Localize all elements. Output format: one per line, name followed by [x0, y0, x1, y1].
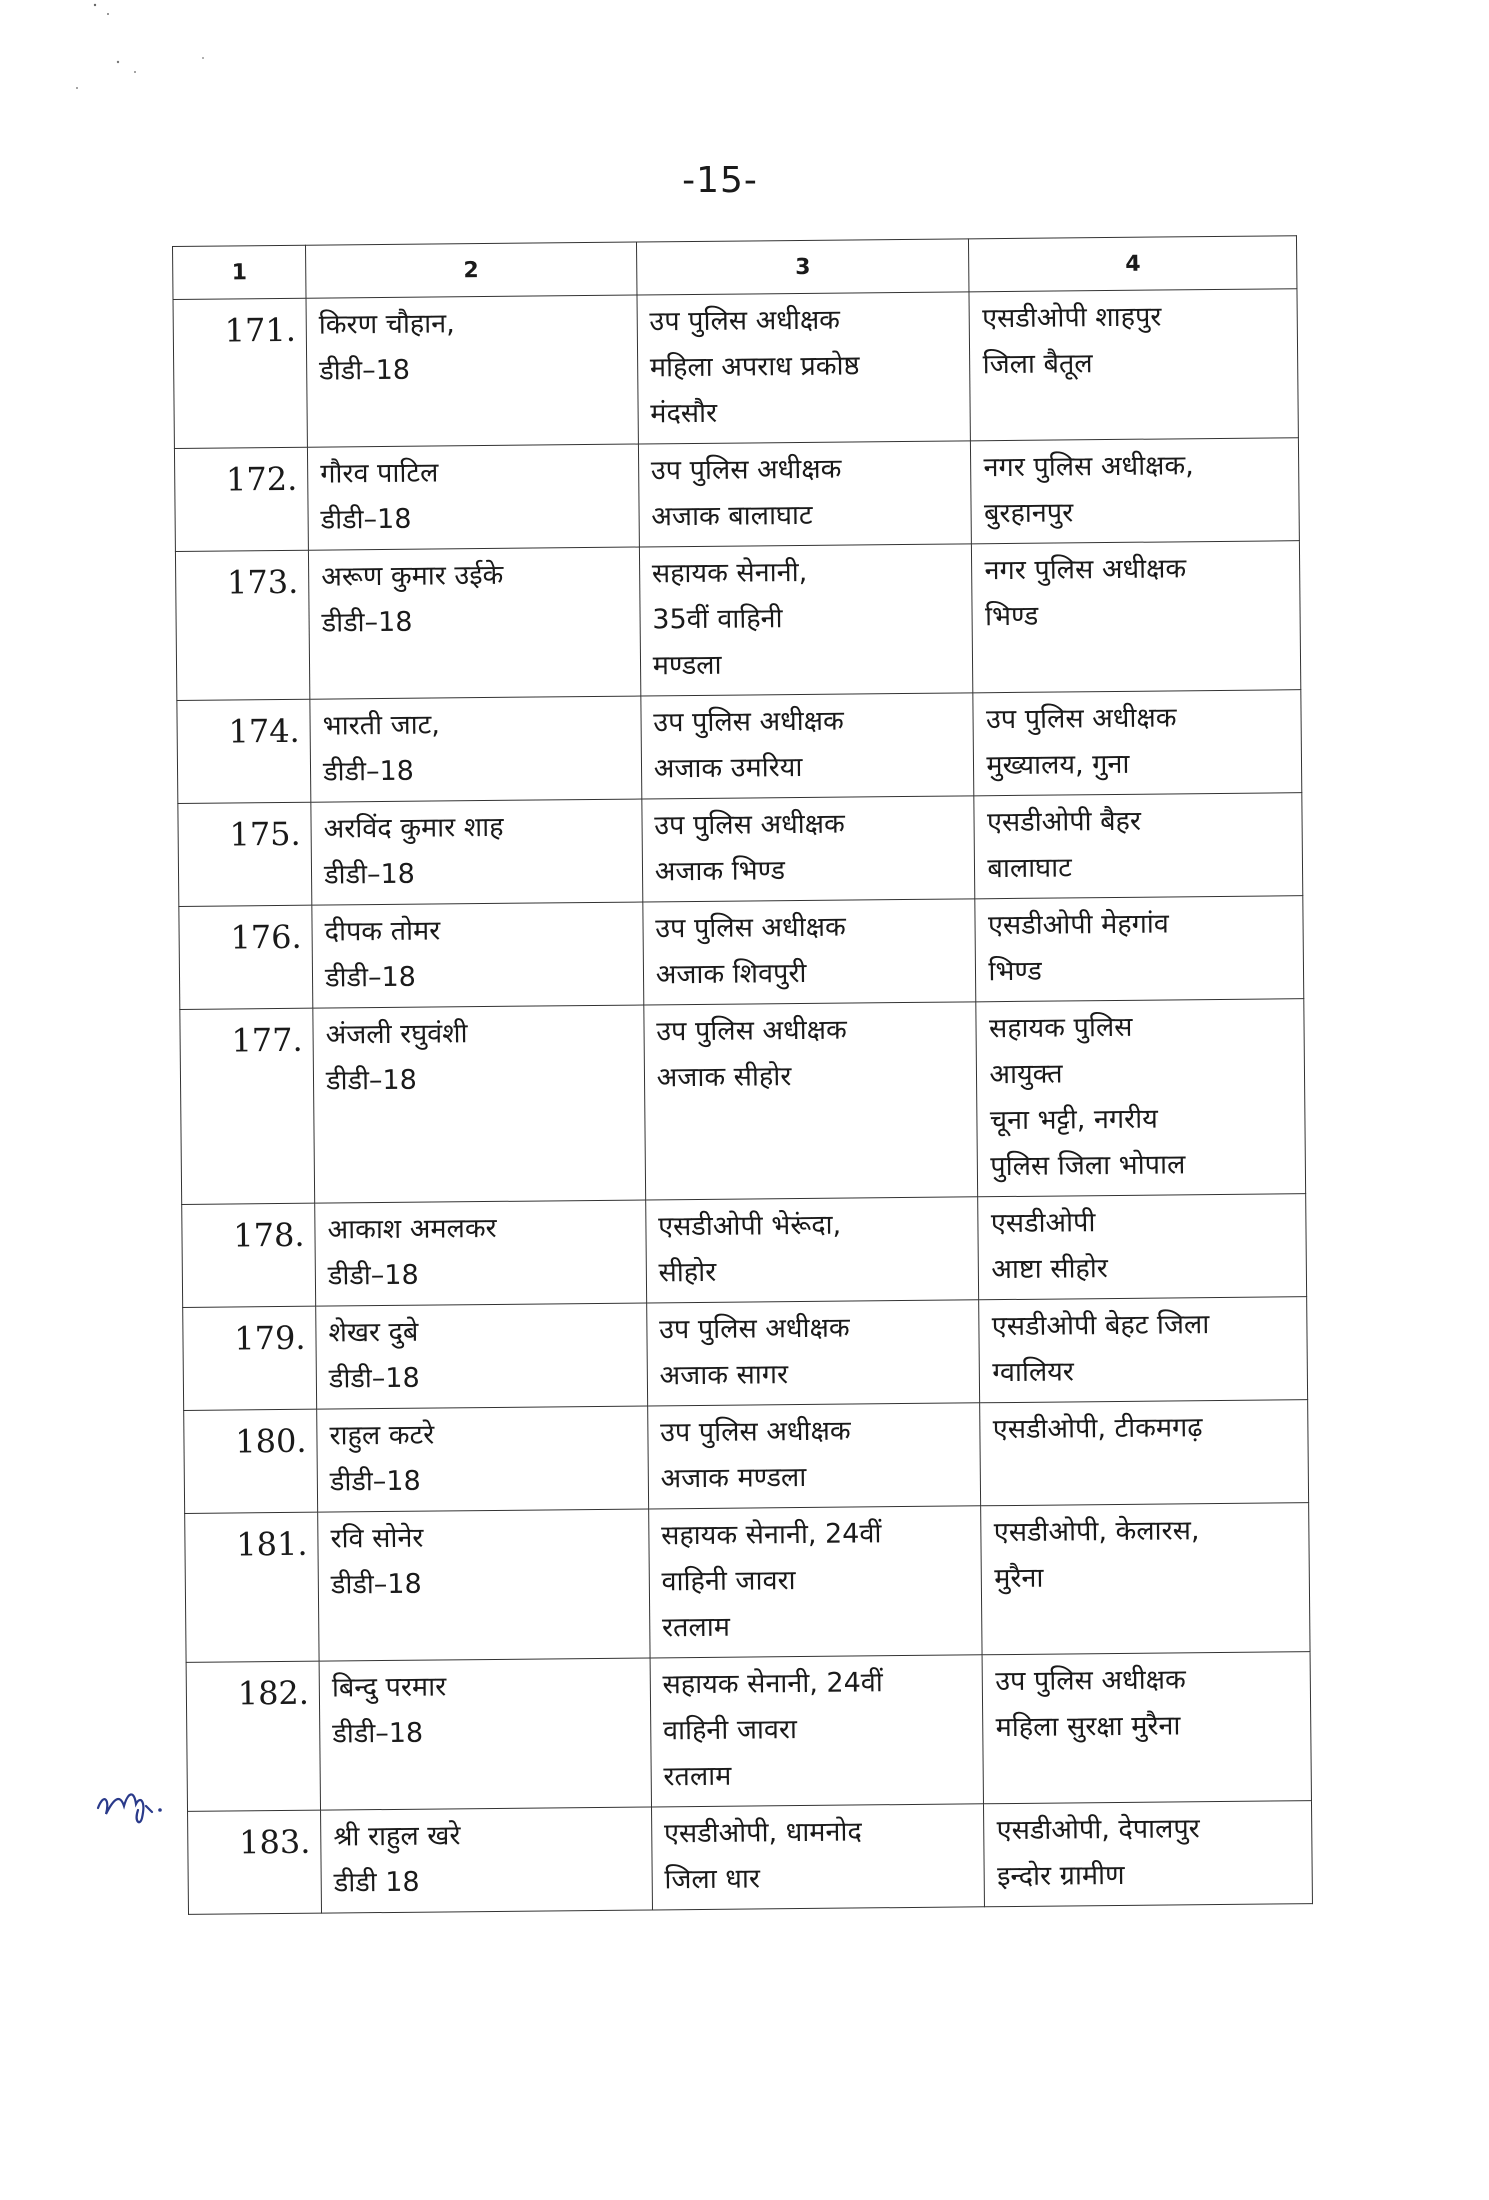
current-posting-line: रतलाम — [663, 1760, 732, 1793]
new-posting-line: बुरहानपुर — [983, 497, 1074, 530]
new-posting-cell — [981, 1503, 1310, 1655]
new-posting-line: एसडीओपी बैहर — [986, 805, 1142, 839]
current-posting-cell — [647, 1403, 981, 1509]
new-posting-cell — [984, 1801, 1313, 1907]
table-row — [177, 690, 1302, 804]
officer-name: भारती जाट, — [322, 709, 441, 742]
officer-batch: डीडी–18 — [329, 1465, 421, 1498]
current-posting-line: अजाक उमरिया — [653, 751, 803, 785]
officer-cell — [315, 1200, 647, 1306]
new-posting-cell — [975, 896, 1304, 1002]
new-posting-cell — [982, 1652, 1311, 1804]
serial-number: 177. — [180, 1008, 315, 1204]
officer-batch: डीडी–18 — [332, 1717, 424, 1750]
table-row — [174, 438, 1299, 552]
new-posting-cell — [979, 1297, 1308, 1403]
current-posting-cell — [644, 1002, 979, 1200]
new-posting-line: बालाघाट — [987, 852, 1072, 885]
officer-cell — [316, 1303, 648, 1409]
table-row — [183, 1297, 1308, 1411]
officer-cell — [312, 902, 644, 1008]
officer-name: दीपक तोमर — [324, 915, 441, 948]
officer-batch: डीडी–18 — [327, 1259, 419, 1292]
current-posting-line: एसडीओपी भेरूंदा, — [658, 1209, 842, 1243]
current-posting-line: मण्डला — [652, 649, 722, 682]
current-posting-cell — [643, 899, 977, 1005]
new-posting-line: एसडीओपी शाहपुर — [982, 301, 1162, 335]
current-posting-line: अजाक सागर — [659, 1359, 789, 1392]
table-row — [185, 1503, 1310, 1663]
new-posting-line: नगर पुलिस अधीक्षक — [984, 553, 1187, 587]
current-posting-cell — [638, 441, 972, 547]
serial-number: 183. — [188, 1810, 322, 1914]
new-posting-cell — [972, 541, 1301, 693]
current-posting-line: सहायक सेनानी, — [651, 556, 808, 590]
current-posting-line: उप पुलिस अधीक्षक — [659, 1415, 851, 1449]
current-posting-line: सहायक सेनानी, 24वीं — [662, 1667, 883, 1701]
officer-cell — [306, 295, 638, 447]
signature-mark — [90, 1770, 180, 1830]
officer-batch: डीडी–18 — [323, 858, 416, 891]
officer-name: गौरव पाटिल — [320, 457, 439, 490]
officer-name: रवि सोनेर — [330, 1522, 424, 1555]
current-posting-line: उप पुलिस अधीक्षक — [654, 808, 845, 842]
officer-batch: डीडी–18 — [328, 1362, 420, 1395]
serial-number: 173. — [175, 550, 310, 700]
officer-batch: डीडी–18 — [324, 961, 416, 994]
officer-name: अरूण कुमार उईके — [321, 559, 504, 593]
transfer-table — [172, 235, 1313, 1915]
new-posting-line: एसडीओपी, टीकमगढ़ — [992, 1412, 1203, 1446]
new-posting-line: भिण्ड — [984, 600, 1039, 633]
current-posting-cell — [639, 544, 973, 696]
officer-name: आकाश अमलकर — [327, 1212, 497, 1246]
table-row — [184, 1400, 1309, 1514]
serial-number: 182. — [186, 1661, 321, 1811]
officer-cell — [311, 799, 643, 905]
new-posting-line: महिला सुरक्षा मुरैना — [995, 1710, 1181, 1744]
table-row — [178, 793, 1303, 907]
current-posting-line: सीहोर — [658, 1256, 717, 1289]
new-posting-cell — [971, 438, 1300, 544]
current-posting-line: उप पुलिस अधीक्षक — [655, 911, 846, 945]
serial-number: 176. — [179, 905, 313, 1009]
table-row — [179, 896, 1304, 1010]
officer-cell — [318, 1509, 650, 1661]
new-posting-cell — [978, 1194, 1307, 1300]
new-posting-line: एसडीओपी बेहट जिला — [991, 1309, 1210, 1343]
officer-batch: डीडी 18 — [333, 1866, 420, 1899]
table-body — [173, 289, 1312, 1915]
header-col-1: 1 — [173, 245, 307, 299]
new-posting-line: पुलिस जिला भोपाल — [990, 1149, 1186, 1183]
transfer-table-wrapper — [172, 235, 1313, 1915]
serial-number: 179. — [183, 1306, 317, 1410]
new-posting-line: चूना भट्टी, नगरीय — [989, 1103, 1158, 1137]
officer-name: किरण चौहान, — [318, 308, 455, 341]
officer-batch: डीडी–18 — [325, 1064, 417, 1097]
officer-name: अंजली रघुवंशी — [325, 1018, 468, 1051]
current-posting-line: उप पुलिस अधीक्षक — [658, 1312, 850, 1346]
officer-name: बिन्दु परमार — [331, 1671, 447, 1704]
current-posting-line: रतलाम — [661, 1611, 731, 1644]
current-posting-line: अजाक मण्डला — [660, 1461, 807, 1495]
table-row — [182, 1194, 1307, 1308]
officer-cell — [310, 696, 642, 802]
serial-number: 181. — [185, 1512, 320, 1662]
new-posting-line: इन्दोर ग्रामीण — [996, 1859, 1125, 1893]
serial-number: 174. — [177, 699, 311, 803]
officer-name: श्री राहुल खरे — [333, 1820, 461, 1853]
new-posting-line: उप पुलिस अधीक्षक — [995, 1664, 1186, 1698]
new-posting-line: मुरैना — [994, 1562, 1044, 1595]
table-row — [180, 999, 1306, 1205]
new-posting-line: एसडीओपी, केलारस, — [993, 1515, 1200, 1549]
officer-batch: डीडी–18 — [322, 755, 415, 788]
new-posting-cell — [980, 1400, 1309, 1506]
current-posting-line: महिला अपराध प्रकोष्ठ — [649, 350, 860, 384]
table-row — [173, 289, 1298, 449]
serial-number: 175. — [178, 802, 312, 906]
current-posting-cell — [650, 1655, 984, 1807]
current-posting-line: उप पुलिस अधीक्षक — [649, 304, 841, 338]
current-posting-line: एसडीओपी, धामनोद — [663, 1816, 862, 1850]
current-posting-cell — [641, 693, 975, 799]
new-posting-line: आष्टा सीहोर — [991, 1253, 1109, 1286]
new-posting-cell — [969, 289, 1298, 441]
officer-cell — [309, 547, 641, 699]
current-posting-cell — [646, 1300, 980, 1406]
officer-batch: डीडी–18 — [319, 354, 411, 387]
serial-number: 178. — [182, 1203, 316, 1307]
officer-name: अरविंद कुमार शाह — [323, 811, 504, 845]
current-posting-cell — [637, 292, 971, 444]
officer-name: शेखर दुबे — [328, 1316, 419, 1349]
new-posting-line: एसडीओपी मेहगांव — [987, 908, 1169, 942]
serial-number: 171. — [173, 298, 308, 448]
current-posting-line: मंदसौर — [650, 397, 718, 430]
officer-cell — [319, 1658, 651, 1810]
officer-batch: डीडी–18 — [321, 606, 413, 639]
page-number: -15- — [682, 160, 758, 201]
current-posting-line: वाहिनी जावरा — [662, 1714, 798, 1747]
new-posting-line: ग्वालियर — [992, 1356, 1075, 1389]
current-posting-line: वाहिनी जावरा — [661, 1565, 796, 1598]
officer-cell — [313, 1005, 645, 1203]
current-posting-cell — [645, 1197, 979, 1303]
table-row — [188, 1801, 1313, 1915]
header-col-3: 3 — [636, 239, 969, 295]
serial-number: 180. — [184, 1409, 318, 1513]
current-posting-cell — [648, 1506, 982, 1658]
current-posting-line: अजाक शिवपुरी — [655, 957, 807, 991]
current-posting-line: उप पुलिस अधीक्षक — [650, 453, 842, 487]
new-posting-line: सहायक पुलिस — [988, 1011, 1133, 1045]
new-posting-line: एसडीओपी, देपालपुर — [996, 1813, 1200, 1847]
serial-number: 172. — [174, 447, 308, 551]
new-posting-cell — [976, 999, 1305, 1197]
current-posting-line: अजाक सीहोर — [656, 1061, 792, 1094]
new-posting-line: नगर पुलिस अधीक्षक, — [983, 450, 1194, 484]
new-posting-cell — [973, 690, 1302, 796]
new-posting-line: मुख्यालय, गुना — [986, 748, 1130, 782]
new-posting-line: भिण्ड — [988, 955, 1042, 988]
table-row — [175, 541, 1300, 701]
current-posting-line: जिला धार — [664, 1863, 761, 1896]
officer-cell — [308, 444, 640, 550]
scan-specks — [40, 0, 240, 100]
officer-batch: डीडी–18 — [330, 1568, 422, 1601]
new-posting-line: आयुक्त — [989, 1058, 1063, 1091]
officer-batch: डीडी–18 — [320, 503, 412, 536]
officer-cell — [317, 1406, 649, 1512]
officer-name: राहुल कटरे — [329, 1419, 435, 1452]
current-posting-line: सहायक सेनानी, 24वीं — [660, 1518, 882, 1552]
new-posting-cell — [974, 793, 1303, 899]
header-col-2: 2 — [306, 242, 637, 298]
new-posting-line: एसडीओपी — [990, 1207, 1096, 1240]
table-row — [186, 1652, 1311, 1812]
header-col-4: 4 — [969, 236, 1297, 292]
current-posting-line: उप पुलिस अधीक्षक — [653, 705, 844, 739]
current-posting-cell — [642, 796, 976, 902]
new-posting-line: जिला बैतूल — [982, 348, 1093, 381]
current-posting-line: अजाक भिण्ड — [654, 855, 786, 888]
current-posting-line: 35वीं वाहिनी — [652, 603, 783, 636]
current-posting-line: अजाक बालाघाट — [651, 499, 813, 533]
new-posting-line: उप पुलिस अधीक्षक — [985, 702, 1177, 736]
current-posting-cell — [651, 1804, 985, 1910]
current-posting-line: उप पुलिस अधीक्षक — [656, 1014, 847, 1048]
officer-cell — [321, 1807, 653, 1913]
